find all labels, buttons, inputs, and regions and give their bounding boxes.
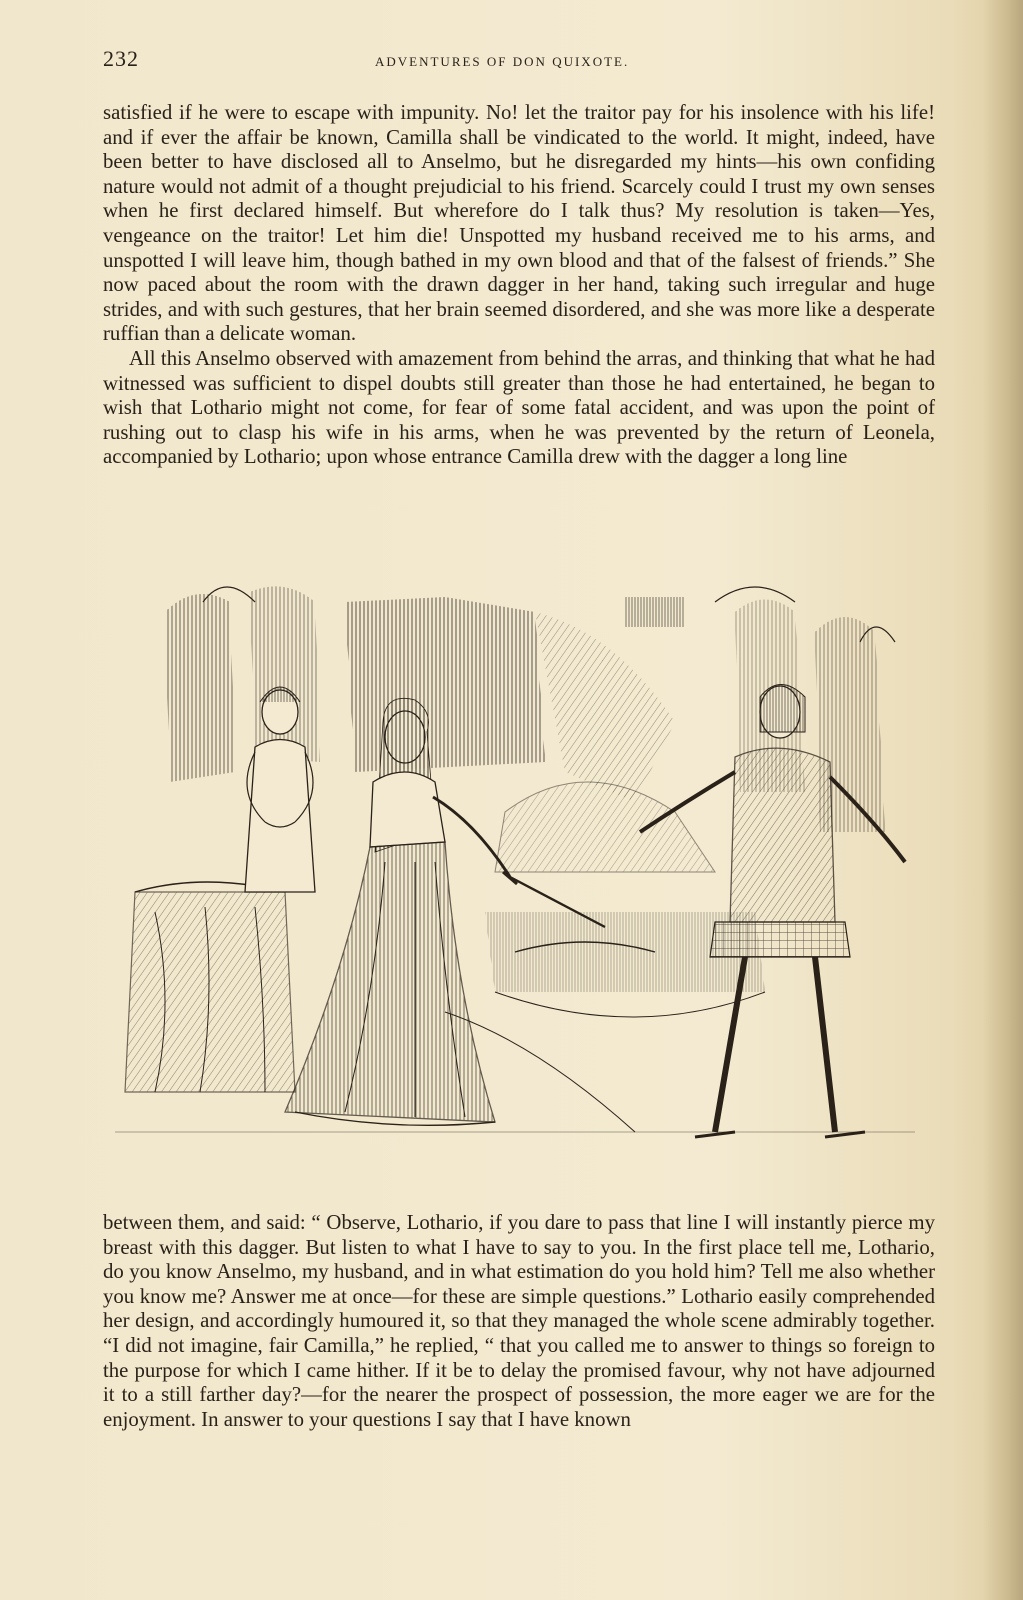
paragraph-1: satisfied if he were to escape with impunity. No! let the traitor pay for his insolence with his life! and if ever the affair be known, Camilla shall be vindicated to the world. It might, indeed, have been better to have disclosed all to Anselmo, but he disregarded my hints—his own confiding nature would not admit of a thought prejudicial to his friend. Scarcely could I trust my own senses when he first declared himself. But wherefore do I talk thus? My resolution is taken—Yes, vengeance on the traitor! Let him die! Unspotted my husband received me to his arms, and unspotted I will leave him, though bathed in my own blood and that of the falsest of friends.” She now paced about the room with the drawn dagger in her hand, taking such irregular and huge strides, and with such gestures, that her brain seemed disordered, and she was more like a desperate ruffian than a delicate woman. — [103, 101, 935, 346]
background-bed — [485, 782, 765, 1017]
page-header — [103, 44, 933, 74]
running-title: ADVENTURES OF DON QUIXOTE. — [375, 54, 630, 69]
paragraph-3: between them, and said: “ Observe, Lothario, if you dare to pass that line I will instantly pierce my breast with this dagger. But listen to what I have to say to you. In the first place tell me, Lothario, do you know Anselmo, my husband, and in what estimation do you hold him? Tell me also whether you know me? Answer me at once—for these are simple questions.” Lothario easily comprehended her design, and accordingly humoured it, so that they managed the whole scene admirably together. “I did not imagine, fair Camilla,” he replied, “ that you called me to answer to things so foreign to the purpose for which I came hither. If it be to delay the promised favour, why not have adjourned it to a still farther day?—for the nearer the prospect of possession, the more eager we are for the enjoyment. In answer to your questions I say that I have known — [103, 1211, 935, 1431]
bottom-text-block — [103, 1211, 935, 1432]
draped-table — [125, 882, 295, 1092]
engraving-svg — [115, 572, 915, 1172]
engraving-illustration — [115, 572, 915, 1172]
page-number: 232 — [103, 46, 139, 71]
top-text-block — [103, 101, 935, 470]
page-edge-shadow — [983, 0, 1023, 1600]
paragraph-2: All this Anselmo observed with amazement from behind the arras, and thinking that what he had witnessed was sufficient to dispel doubts still greater than those he had entertained, he began to wish that Lothario might not come, for fear of some fatal accident, and was upon the point of rushing out to clasp his wife in his arms, when he was prevented by the return of Leonela, accompanied by Lothario; upon whose entrance Camilla drew with the dagger a long line — [103, 346, 935, 469]
